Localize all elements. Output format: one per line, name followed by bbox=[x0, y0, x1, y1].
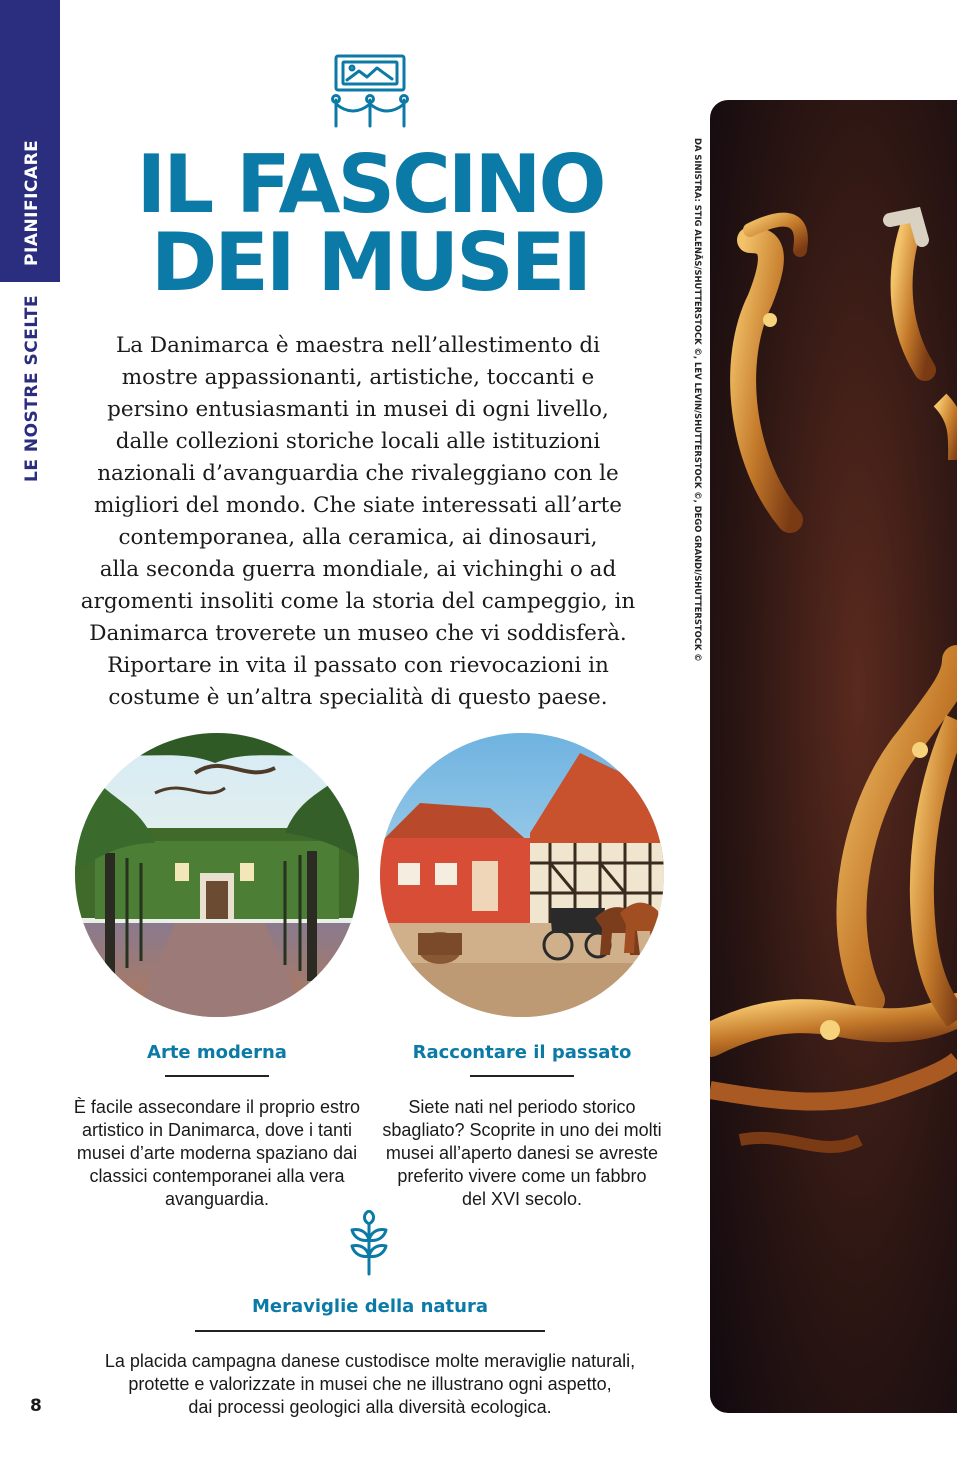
card-title-modern-art: Arte moderna bbox=[147, 1042, 287, 1063]
sidebar-subsection-label: LE NOSTRE SCELTE bbox=[22, 294, 42, 482]
intro-line: migliori del mondo. Che siate interessati all’arte bbox=[93, 493, 623, 518]
card-text-line: classici contemporanei alla vera bbox=[89, 1166, 345, 1186]
nature-text bbox=[70, 1350, 670, 1419]
card-text-line: sbagliato? Scoprite in uno dei molti bbox=[382, 1120, 662, 1140]
page-number: 8 bbox=[30, 1396, 42, 1416]
card-text-line: artistico in Danimarca, dove i tanti bbox=[81, 1120, 353, 1140]
intro-line: Danimarca troverete un museo che vi soddisferà. bbox=[89, 621, 627, 646]
sidebar-section-label: PIANIFICARE bbox=[22, 139, 42, 266]
intro-line: mostre appassionanti, artistiche, toccanti e bbox=[121, 365, 595, 390]
card-text-line: avanguardia. bbox=[164, 1189, 270, 1209]
intro-line: contemporanea, alla ceramica, ai dinosauri, bbox=[118, 525, 598, 550]
intro-line: Riportare in vita il passato con rievocazioni in bbox=[107, 653, 609, 678]
nature-text-line: La placida campagna danese custodisce molte meraviglie naturali, bbox=[104, 1351, 636, 1371]
open-air-museum-photo bbox=[380, 733, 664, 1017]
viking-artifact-photo bbox=[710, 100, 957, 1413]
modern-art-museum-photo bbox=[75, 733, 359, 1017]
card-text-modern-art bbox=[60, 1096, 374, 1211]
page-title-line-2: DEI MUSEI bbox=[150, 216, 590, 309]
museum-frame-icon bbox=[330, 52, 410, 132]
card-text-past bbox=[365, 1096, 679, 1211]
intro-line: persino entusiasmanti in musei di ogni livello, bbox=[107, 397, 609, 422]
card-text-line: del XVI secolo. bbox=[461, 1189, 583, 1209]
card-title-underline bbox=[165, 1075, 269, 1077]
intro-line: La Danimarca è maestra nell’allestimento di bbox=[116, 333, 600, 358]
nature-text-line: protette e valorizzate in musei che ne illustrano ogni aspetto, bbox=[128, 1374, 612, 1394]
nature-title: Meraviglie della natura bbox=[252, 1296, 488, 1317]
card-text-line: Siete nati nel periodo storico bbox=[408, 1097, 636, 1117]
page-title bbox=[110, 138, 630, 309]
card-text-line: È facile assecondare il proprio estro bbox=[73, 1097, 361, 1117]
intro-line: dalle collezioni storiche locali alle istituzioni bbox=[115, 429, 601, 454]
intro-line: argomenti insoliti come la storia del campeggio, in bbox=[80, 589, 636, 614]
card-text-line: musei d’arte moderna spaziano dai bbox=[76, 1143, 358, 1163]
card-title-past: Raccontare il passato bbox=[412, 1042, 632, 1063]
page-title-line-1: IL FASCINO bbox=[136, 138, 604, 231]
intro-line: alla seconda guerra mondiale, ai vichinghi o ad bbox=[99, 557, 617, 582]
leaf-branch-icon bbox=[348, 1210, 390, 1276]
card-title-underline bbox=[470, 1075, 574, 1077]
card-text-line: musei all’aperto danesi se avreste bbox=[385, 1143, 659, 1163]
card-text-line: preferito vivere come un fabbro bbox=[397, 1166, 647, 1186]
nature-text-line: dai processi geologici alla diversità ecologica. bbox=[188, 1397, 552, 1417]
intro-line: costume è un’altra specialità di questo paese. bbox=[108, 685, 608, 710]
photo-credit: DA SINISTRA: STIG ALENÄS/SHUTTERSTOCK ©, LEV LEVIN/SHUTTERSTOCK ©, DEGO GRANDI/SHUTTERSTOCK © bbox=[693, 138, 703, 662]
nature-title-underline bbox=[195, 1330, 545, 1332]
intro-line: nazionali d’avanguardia che rivaleggiano con le bbox=[97, 461, 619, 486]
intro-paragraph bbox=[70, 330, 646, 714]
